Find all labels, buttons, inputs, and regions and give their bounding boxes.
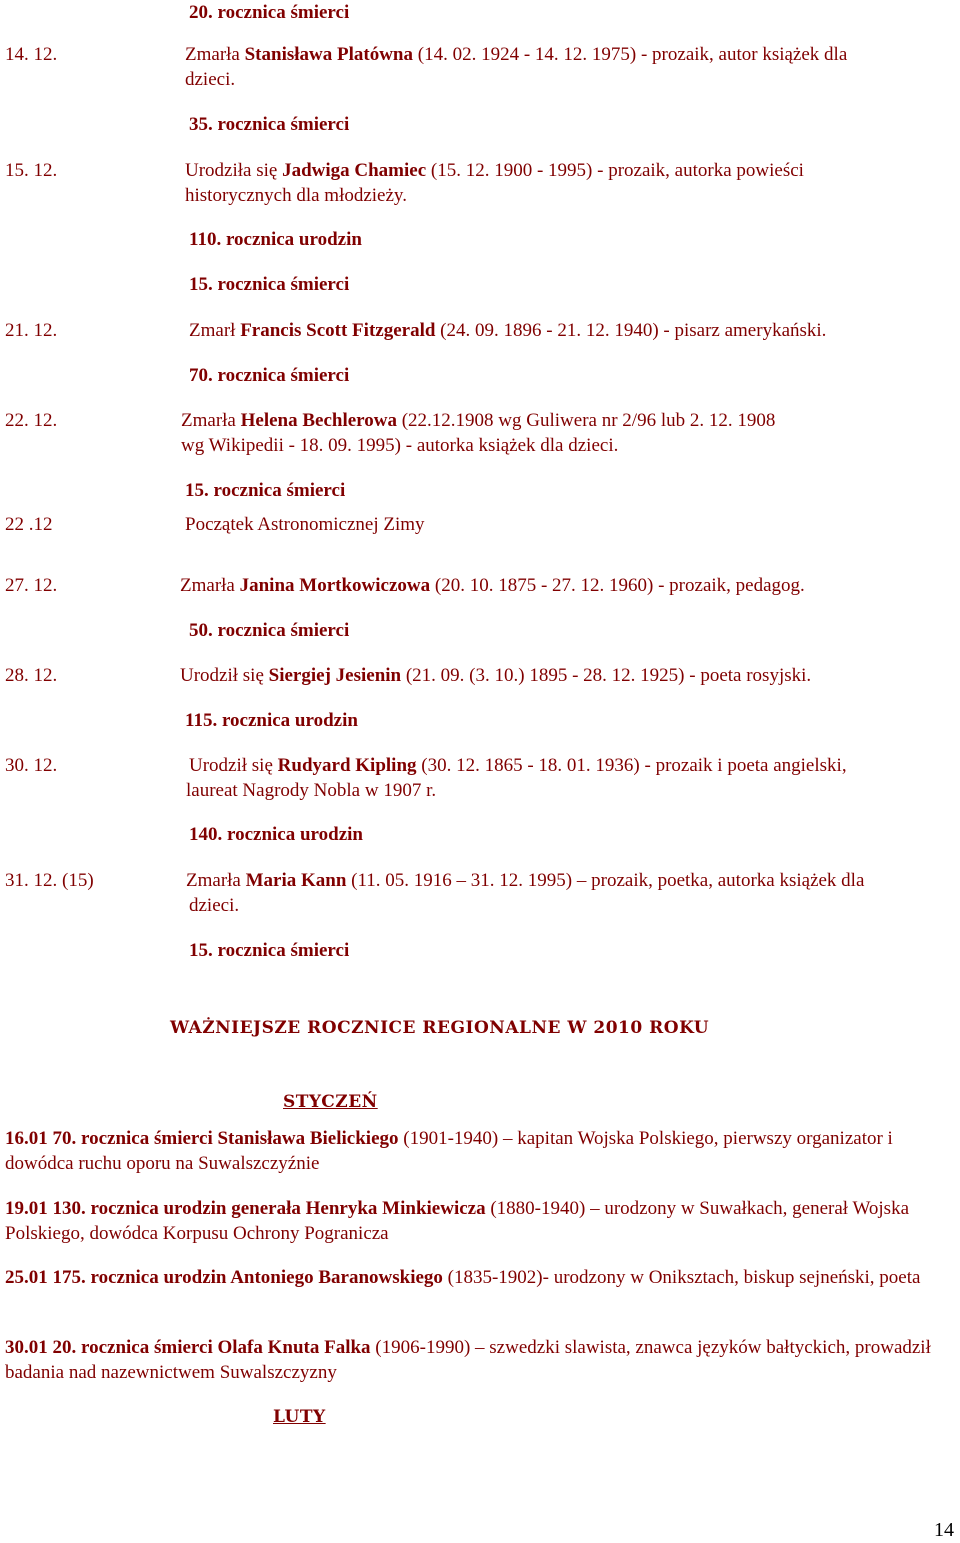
anniversary-title: 30.01 20. rocznica śmierci Olafa Knuta Falka bbox=[5, 1337, 371, 1358]
anniversary-label: 140. rocznica urodzin bbox=[189, 824, 363, 845]
entry-date: 15. 12. bbox=[5, 160, 58, 181]
person-name: Stanisława Platówna bbox=[244, 44, 413, 65]
entry-date: 14. 12. bbox=[5, 44, 58, 65]
anniversary-label: 35. rocznica śmierci bbox=[189, 114, 350, 135]
person-name: Rudyard Kipling bbox=[277, 755, 417, 776]
anniversary-label: 15. rocznica śmierci bbox=[189, 940, 350, 961]
section-heading: WAŻNIEJSZE ROCZNICE REGIONALNE W 2010 ROKU bbox=[170, 1018, 710, 1038]
anniversary-label: 20. rocznica śmierci bbox=[189, 2, 350, 23]
entry-date: 21. 12. bbox=[5, 320, 58, 341]
month-heading: STYCZEŃ bbox=[283, 1092, 378, 1112]
anniversary-label: 115. rocznica urodzin bbox=[185, 710, 358, 731]
anniversary-label: 50. rocznica śmierci bbox=[189, 620, 350, 641]
entry-text: Początek Astronomicznej Zimy bbox=[185, 514, 425, 535]
regional-anniversary-item: 30.01 20. rocznica śmierci Olafa Knuta Falka (1906-1990) – szwedzki slawista, znawca języków bałtyckich, prowadził badania nad nazewnictwem Suwalszczyzny bbox=[5, 1337, 931, 1383]
anniversary-label: 110. rocznica urodzin bbox=[189, 229, 362, 250]
entry-text: historycznych dla młodzieży. bbox=[185, 185, 407, 206]
anniversary-title: 25.01 175. rocznica urodzin Antoniego Baranowskiego bbox=[5, 1267, 443, 1288]
entry-date: 22 .12 bbox=[5, 514, 53, 535]
entry-date: 22. 12. bbox=[5, 410, 58, 431]
regional-anniversary-item: 16.01 70. rocznica śmierci Stanisława Bielickiego (1901-1940) – kapitan Wojska Polskiego, pierwszy organizator i dowódca ruchu oporu na Suwalszczyźnie bbox=[5, 1128, 893, 1174]
entry-date: 30. 12. bbox=[5, 755, 58, 776]
person-name: Maria Kann bbox=[245, 870, 347, 891]
entry-text: Zmarła Maria Kann (11. 05. 1916 – 31. 12. 1995) – prozaik, poetka, autorka książek dla bbox=[186, 870, 865, 891]
entry-text: Urodziła się Jadwiga Chamiec (15. 12. 1900 - 1995) - prozaik, autorka powieści bbox=[185, 160, 804, 181]
entry-text: dzieci. bbox=[189, 895, 240, 916]
regional-anniversary-item: 19.01 130. rocznica urodzin generała Henryka Minkiewicza (1880-1940) – urodzony w Suwałkach, generał Wojska Polskiego, dowódca Korpusu Ochrony Pogranicza bbox=[5, 1198, 910, 1244]
month-heading: LUTY bbox=[273, 1407, 326, 1427]
anniversary-label: 15. rocznica śmierci bbox=[189, 274, 350, 295]
anniversary-label: 15. rocznica śmierci bbox=[185, 480, 346, 501]
person-name: Helena Bechlerowa bbox=[240, 410, 397, 431]
entry-text: laureat Nagrody Nobla w 1907 r. bbox=[186, 780, 437, 801]
person-name: Siergiej Jesienin bbox=[268, 665, 402, 686]
entry-date: 31. 12. (15) bbox=[5, 870, 94, 891]
entry-text: Zmarła Helena Bechlerowa (22.12.1908 wg Guliwera nr 2/96 lub 2. 12. 1908 bbox=[181, 410, 776, 431]
regional-anniversary-item: 25.01 175. rocznica urodzin Antoniego Baranowskiego (1835-1902)- urodzony w Oniksztach, biskup sejneński, poeta bbox=[5, 1267, 921, 1288]
anniversary-title: 16.01 70. rocznica śmierci Stanisława Bielickiego bbox=[5, 1128, 399, 1149]
anniversary-title: 19.01 130. rocznica urodzin generała Henryka Minkiewicza bbox=[5, 1198, 486, 1219]
anniversary-label: 70. rocznica śmierci bbox=[189, 365, 350, 386]
page-number: 14 bbox=[934, 1519, 954, 1541]
person-name: Jadwiga Chamiec bbox=[282, 160, 427, 181]
entry-date: 28. 12. bbox=[5, 665, 58, 686]
entry-text: Zmarła Janina Mortkowiczowa (20. 10. 1875 - 27. 12. 1960) - prozaik, pedagog. bbox=[180, 575, 805, 596]
entry-text: dzieci. bbox=[185, 69, 236, 90]
entry-text: Zmarła Stanisława Platówna (14. 02. 1924 - 14. 12. 1975) - prozaik, autor książek dla bbox=[185, 44, 848, 65]
entry-text: Zmarł Francis Scott Fitzgerald (24. 09. 1896 - 21. 12. 1940) - pisarz amerykański. bbox=[189, 320, 827, 341]
entry-text: Urodził się Rudyard Kipling (30. 12. 1865 - 18. 01. 1936) - prozaik i poeta angielski, bbox=[189, 755, 847, 776]
person-name: Francis Scott Fitzgerald bbox=[240, 320, 436, 341]
entry-text: Urodził się Siergiej Jesienin (21. 09. (3. 10.) 1895 - 28. 12. 1925) - poeta rosyjski. bbox=[180, 665, 812, 686]
entry-date: 27. 12. bbox=[5, 575, 58, 596]
person-name: Janina Mortkowiczowa bbox=[239, 575, 431, 596]
entry-text: wg Wikipedii - 18. 09. 1995) - autorka książek dla dzieci. bbox=[181, 435, 619, 456]
